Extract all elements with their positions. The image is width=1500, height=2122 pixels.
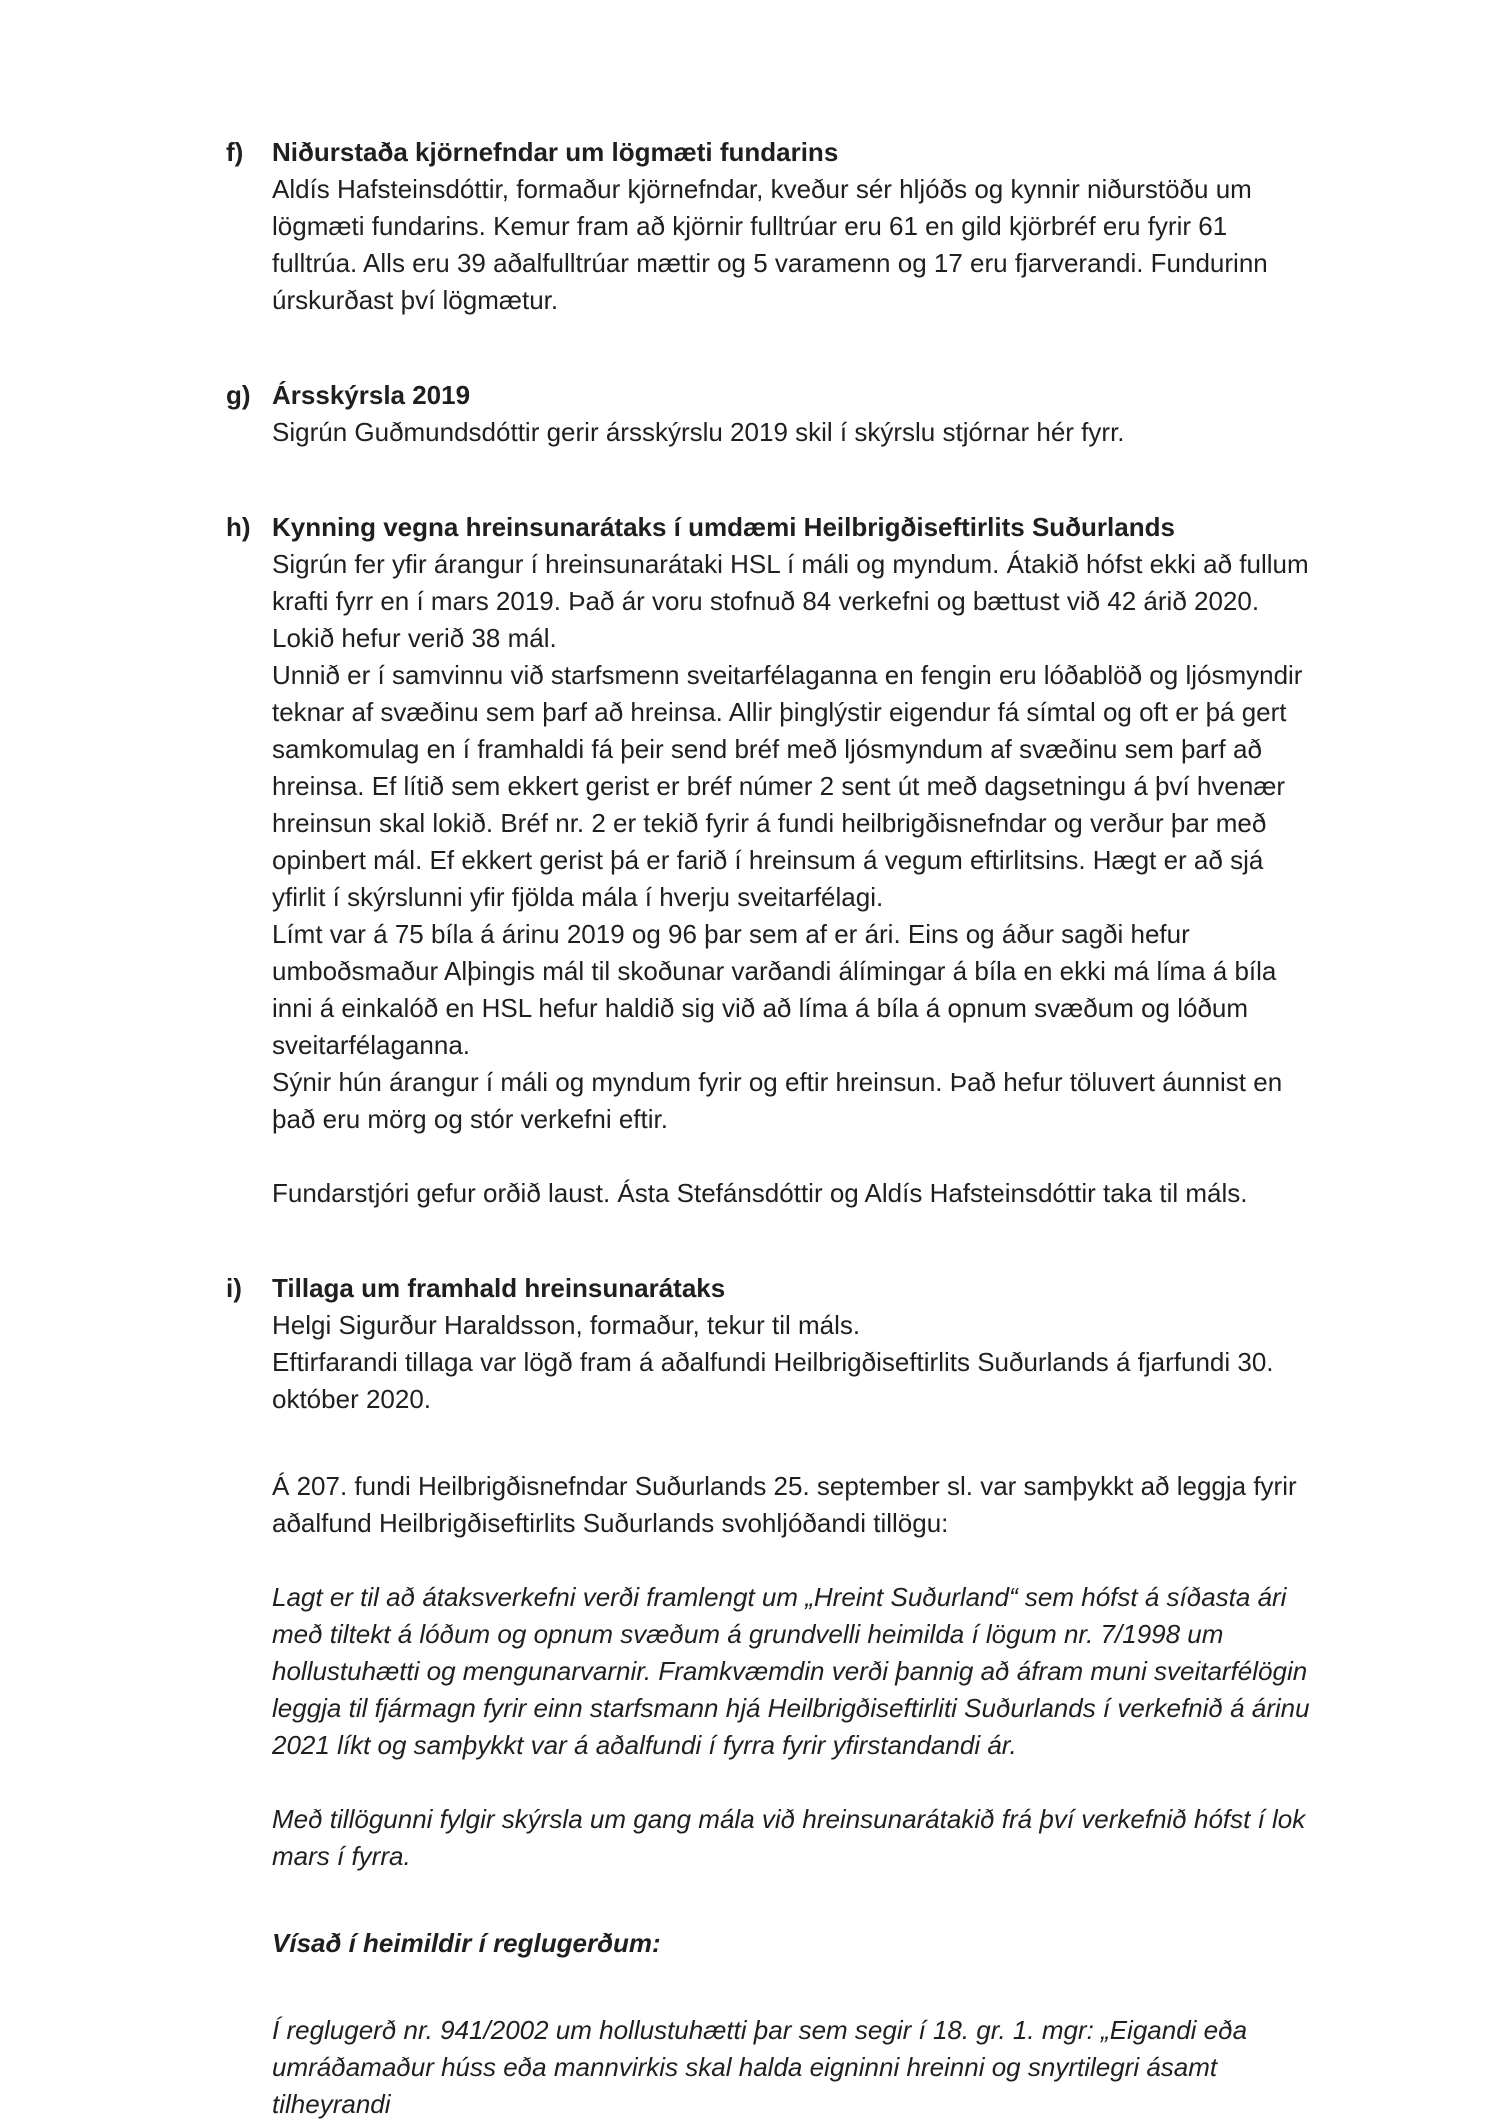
paragraph: Eftirfarandi tillaga var lögð fram á aðalfundi Heilbrigðiseftirlits Suðurlands á fjarfundi 30. október 2020. xyxy=(272,1347,1274,1414)
paragraph: Límt var á 75 bíla á árinu 2019 og 96 þar sem af er ári. Eins og áður sagði hefur umboðsmaður Alþingis mál til skoðunar varðandi álímingar á bíla en ekki má líma á bíla inni á einkalóð en HSL hefur haldið sig við að líma á bíla á opnum svæðum og lóðum sveitarfélaganna. xyxy=(272,919,1277,1060)
board-resolution-intro: Á 207. fundi Heilbrigðisnefndar Suðurlands 25. september sl. var samþykkt að leggja fyrir aðalfund Heilbrigðiseftirlits Suðurlands svohljóðandi tillögu: xyxy=(272,1471,1297,1538)
section-f xyxy=(226,134,1314,319)
paragraph: Aldís Hafsteinsdóttir, formaður kjörnefndar, kveður sér hljóðs og kynnir niðurstöðu um lögmæti fundarins. Kemur fram að kjörnir fulltrúar eru 61 en gild kjörbréf eru fyrir 61 fulltrúa. Alls eru 39 aðalfulltrúar mættir og 5 varamenn og 17 eru fjarverandi. Fundurinn úrskurðast því lögmætur. xyxy=(272,174,1268,315)
section-content-i xyxy=(272,1270,1314,2122)
section-label-i: i) xyxy=(226,1273,242,1303)
section-heading-i: Tillaga um framhald hreinsunarátaks xyxy=(272,1273,726,1303)
closing-remark: Fundarstjóri gefur orðið laust. Ásta Stefánsdóttir og Aldís Hafsteinsdóttir taka til máls. xyxy=(272,1178,1248,1208)
paragraph: Sigrún fer yfir árangur í hreinsunarátaki HSL í máli og myndum. Átakið hófst ekki að fullum krafti fyrr en í mars 2019. Það ár voru stofnuð 84 verkefni og bættust við 42 árið 2020. Lokið hefur verið 38 mál. xyxy=(272,549,1309,653)
regulation-quote: Í reglugerð nr. 941/2002 um hollustuhætti þar sem segir í 18. gr. 1. mgr: „Eigandi eða umráðamaður húss eða mannvirkis skal halda eigninni hreinni og snyrtilegri ásamt tilheyrandi xyxy=(272,2015,1248,2119)
paragraph: Helgi Sigurður Haraldsson, formaður, tekur til máls. xyxy=(272,1310,861,1340)
proposal-attachment-note: Með tillögunni fylgir skýrsla um gang mála við hreinsunarátakið frá því verkefnið hófst í lok mars í fyrra. xyxy=(272,1804,1306,1871)
section-i xyxy=(226,1270,1314,2122)
section-h xyxy=(226,509,1314,1212)
section-content-g xyxy=(272,377,1314,451)
regulation-reference-heading: Vísað í heimildir í reglugerðum: xyxy=(272,1928,661,1958)
section-heading-f: Niðurstaða kjörnefndar um lögmæti fundarins xyxy=(272,137,839,167)
section-g xyxy=(226,377,1314,451)
section-content-h xyxy=(272,509,1314,1212)
section-label-h: h) xyxy=(226,512,251,542)
paragraph: Sigrún Guðmundsdóttir gerir ársskýrslu 2019 skil í skýrslu stjórnar hér fyrr. xyxy=(272,417,1125,447)
proposal-text: Lagt er til að átaksverkefni verði framlengt um „Hreint Suðurland“ sem hófst á síðasta ári með tiltekt á lóðum og opnum svæðum á grundvelli heimilda í lögum nr. 7/1998 um hollustuhætti og mengunarvarnir. Framkvæmdin verði þannig að áfram muni sveitarfélögin leggja til fjármagn fyrir einn starfsmann hjá Heilbrigðiseftirliti Suðurlands í verkefnið á árinu 2021 líkt og samþykkt var á aðalfundi í fyrra fyrir yfirstandandi ár. xyxy=(272,1582,1310,1760)
paragraph: Sýnir hún árangur í máli og myndum fyrir og eftir hreinsun. Það hefur töluvert áunnist en það eru mörg og stór verkefni eftir. xyxy=(272,1067,1283,1134)
section-label-f: f) xyxy=(226,137,244,167)
paragraph: Unnið er í samvinnu við starfsmenn sveitarfélaganna en fengin eru lóðablöð og ljósmyndir teknar af svæðinu sem þarf að hreinsa. Allir þinglýstir eigendur fá símtal og oft er þá gert samkomulag en í framhaldi fá þeir send bréf með ljósmyndum af svæðinu sem þarf að hreinsa. Ef lítið sem ekkert gerist er bréf númer 2 sent út með dagsetningu á því hvenær hreinsun skal lokið. Bréf nr. 2 er tekið fyrir á fundi heilbrigðisnefndar og verður þar með opinbert mál. Ef ekkert gerist þá er farið í hreinsum á vegum eftirlitsins. Hægt er að sjá yfirlit í skýrslunni yfir fjölda mála í hverju sveitarfélagi. xyxy=(272,660,1303,912)
section-heading-h: Kynning vegna hreinsunarátaks í umdæmi Heilbrigðiseftirlits Suðurlands xyxy=(272,512,1175,542)
section-label-g: g) xyxy=(226,380,251,410)
section-heading-g: Ársskýrsla 2019 xyxy=(272,380,471,410)
section-content-f xyxy=(272,134,1314,319)
